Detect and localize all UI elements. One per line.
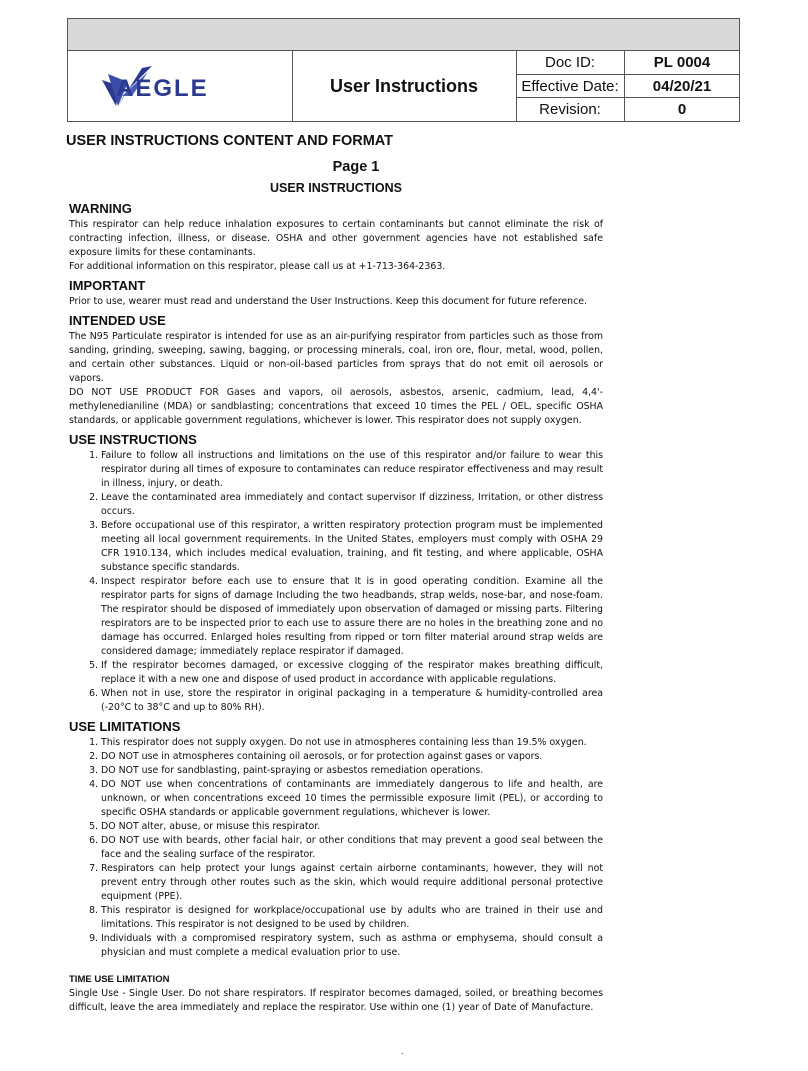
list-item: 1. This respirator does not supply oxygen. Do not use in atmospheres containing less than 19.5% oxygen. [101, 736, 603, 750]
list-item: 7. Respirators can help protect your lungs against certain airborne contaminants, however, they will not prevent entry through other routes such as the skin, which would require additional personal protective equipment (PPE). [101, 862, 603, 904]
meta-row-doc-id [516, 51, 739, 75]
use-limitations-heading: USE LIMITATIONS [69, 719, 181, 734]
meta-row-revision [516, 98, 739, 121]
use-instructions-heading: USE INSTRUCTIONS [69, 432, 197, 447]
intended-use-paragraph: The N95 Particulate respirator is intended for use as an air-purifying respirator from particles such as those from sanding, grinding, sweeping, sawing, bagging, or processing minerals, coal, iron ore, flour, metal, wood, pollen, and certain other substances. Liquid or non-oil-based particles from sprays that do not emit oil aerosols or vapors. [69, 331, 603, 384]
list-item: 6. When not in use, store the respirator in original packaging in a temperature & humidity-controlled area (-20°C to 38°C and up to 80% RH). [101, 687, 603, 715]
meta-value: 04/20/21 [652, 77, 712, 95]
list-item: 4. Inspect respirator before each use to ensure that It is in good operating condition. Examine all the respirator parts for signs of damage Including the two headbands, strap welds, nose-bar, and nose-foam. The respirator should be disposed of immediately upon observation of damaged or missing parts. Filtering respirators are to be inspected prior to each use to assure there are no holes in the breathing zone and no damage has occurred. Enlarged holes resulting from ripped or torn filter material around strap welds are considered damage; immediately replace respirator if damaged. [101, 575, 603, 659]
brand-name: AEGLE [116, 75, 209, 102]
do-not-use-paragraph: DO NOT USE PRODUCT FOR Gases and vapors, oil aerosols, asbestos, arsenic, cadmium, lead, 4,4'-methylenedianiline (MDA) or sandblasting; concentrations that exceed 10 times the PEL / OEL, specific OSHA standards, or applicable government regulations, whichever is lower. This respirator does not supply oxygen. [69, 387, 603, 426]
list-item: 1. Failure to follow all instructions and limitations on the use of this respirator and/or failure to wear this respirator during all times of exposure to contaminates can reduce respirator effectiveness and may result in illness, injury, or death. [101, 449, 603, 491]
list-item: 8. This respirator is designed for workplace/occupational use by adults who are trained in their use and limitations. This respirator is not designed to be used by children. [101, 904, 603, 932]
document-heading: USER INSTRUCTIONS [270, 181, 402, 195]
section-title: USER INSTRUCTIONS CONTENT AND FORMAT [66, 133, 394, 149]
use-limitations-list [69, 736, 603, 960]
intended-use-heading: INTENDED USE [69, 313, 166, 328]
meta-label: Effective Date: [516, 75, 625, 97]
list-item: 2. DO NOT use in atmospheres containing oil aerosols, or for protection against gases or vapors. [101, 750, 603, 764]
header-table [67, 51, 740, 122]
time-use-paragraph: Single Use - Single User. Do not share respirators. If respirator becomes damaged, soiled, or breathing becomes difficult, leave the area immediately and replace the respirator. Use within one (1) year of Date of Manufacture. [69, 988, 603, 1013]
list-item: 6. DO NOT use with beards, other facial hair, or other conditions that may prevent a good seal between the face and the sealing surface of the respirator. [101, 834, 603, 862]
doc-title-cell [292, 51, 517, 121]
meta-row-effective-date [516, 75, 739, 98]
important-paragraph: Prior to use, wearer must read and understand the User Instructions. Keep this document for future reference. [69, 296, 587, 307]
page-label: Page 1 [332, 159, 380, 175]
meta-value: 0 [677, 101, 687, 118]
header-band [67, 18, 740, 51]
logo-cell [68, 51, 293, 121]
doc-meta-table [516, 51, 739, 121]
use-instructions-list [69, 449, 603, 715]
list-item: 4. DO NOT use when concentrations of contaminants are immediately dangerous to life and health, are unknown, or when concentrations exceed 10 times the permissible exposure limit (PEL), or according to specific OSHA standards or applicable government regulations, whichever is lower. [101, 778, 603, 820]
list-item: 5. DO NOT alter, abuse, or misuse this respirator. [101, 820, 603, 834]
doc-title: User Instructions [329, 75, 479, 96]
list-item: 5. If the respirator becomes damaged, or excessive clogging of the respirator makes breathing difficult, replace it with a new one and dispose of used product in accordance with applicable regulations. [101, 659, 603, 687]
list-item: 2. Leave the contaminated area immediately and contact supervisor If dizziness, Irritation, or other distress occurs. [101, 491, 603, 519]
list-item: 3. DO NOT use for sandblasting, paint-spraying or asbestos remediation operations. [101, 764, 603, 778]
document-body [66, 131, 603, 1015]
warning-heading: WARNING [69, 201, 132, 216]
list-item: 9. Individuals with a compromised respiratory system, such as asthma or emphysema, should consult a physician and must complete a medical evaluation prior to use. [101, 932, 603, 960]
footer-mark: . [401, 1047, 404, 1056]
list-item: 3. Before occupational use of this respirator, a written respiratory protection program must be implemented meeting all local government requirements. In the United States, employers must comply with OSHA 29 CFR 1910.134, which includes medical evaluation, training, and fit testing, and where applicable, OSHA substance specific standards. [101, 519, 603, 575]
meta-label: Revision: [516, 98, 625, 121]
warning-paragraph: This respirator can help reduce inhalation exposures to certain contaminants but cannot eliminate the risk of contracting infection, illness, or disease. OSHA and other government agencies have not established safe exposure limits for these contaminants. [69, 219, 603, 258]
meta-value: PL 0004 [653, 54, 711, 71]
time-use-heading: TIME USE LIMITATION [69, 974, 170, 985]
contact-paragraph: For additional information on this respirator, please call us at +1-713-364-2363. [69, 261, 446, 272]
meta-label: Doc ID: [516, 51, 625, 74]
important-heading: IMPORTANT [69, 278, 146, 293]
